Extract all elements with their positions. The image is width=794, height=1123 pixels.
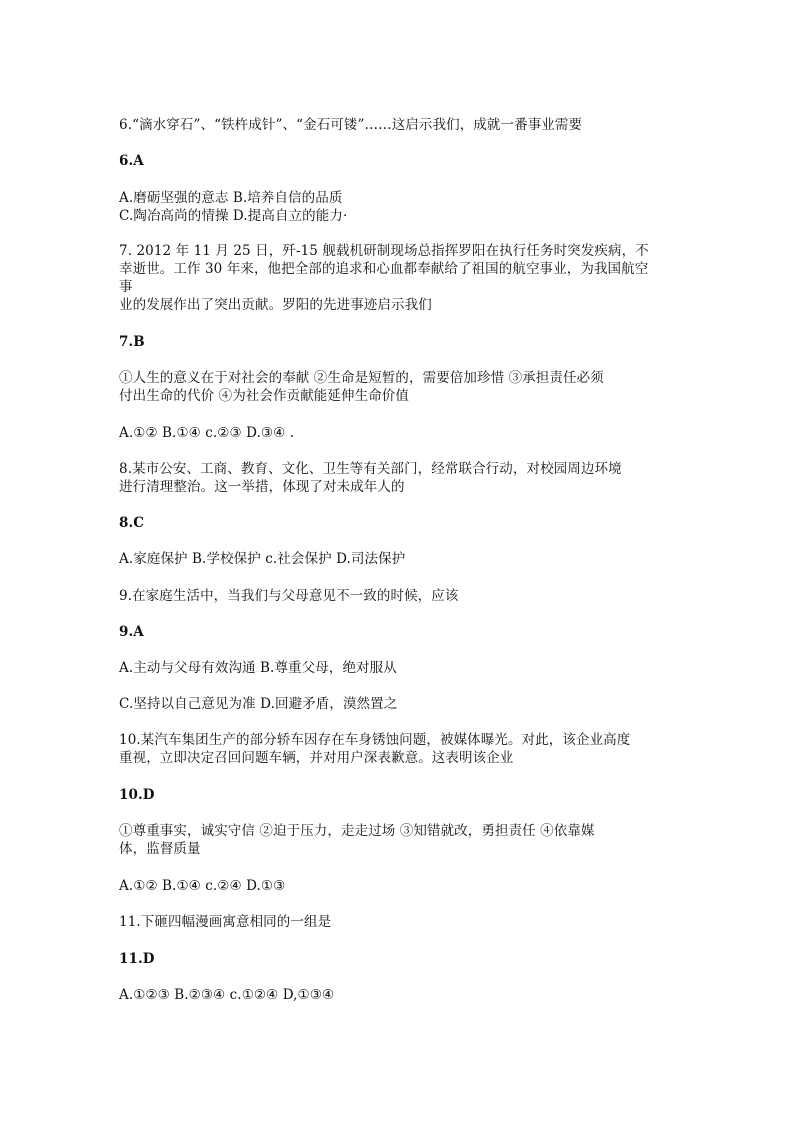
question-7-stem-line-1: 7. 2012 年 11 月 25 日，歼-15 舰载机研制现场总指挥罗阳在执行任务时突发疾病，不: [119, 243, 649, 259]
question-7-stem-line-3: 事: [119, 279, 133, 295]
question-7-options: A.①② B.①④ c.②③ D.③④ .: [119, 425, 295, 441]
question-6-stem: 6.“滴水穿石”、“铁杵成针”、“金石可镂”……这启示我们，成就一番事业需要: [119, 117, 583, 133]
answer-9: 9.A: [119, 624, 144, 640]
question-10-items-line-2: 体，监督质量: [119, 841, 201, 857]
question-6-options-line-2: C.陶冶高尚的情操 D.提高自立的能力·: [119, 208, 348, 224]
answer-10: 10.D: [119, 787, 155, 803]
question-9-options-line-2: C.坚持以自己意见为准 D.回避矛盾，漠然置之: [119, 696, 398, 712]
question-7-stem-line-4: 业的发展作出了突出贡献。罗阳的先进事迹启示我们: [119, 297, 432, 313]
question-10-items-line-1: ①尊重事实，诚实守信 ②迫于压力，走走过场 ③知错就改，勇担责任 ④依靠媒: [119, 823, 595, 839]
answer-6: 6.A: [119, 153, 144, 169]
answer-7: 7.B: [119, 334, 145, 350]
answer-8: 8.C: [119, 515, 145, 531]
question-10-options: A.①② B.①④ c.②④ D.①③: [119, 878, 286, 894]
question-6-options-line-1: A.磨砺坚强的意志 B.培养自信的品质: [119, 190, 343, 206]
question-8-options: A.家庭保护 B.学校保护 c.社会保护 D.司法保护: [119, 551, 406, 567]
question-10-stem-line-2: 重视，立即决定召回问题车辆，并对用户深表歉意。这表明该企业: [119, 750, 514, 766]
question-7-items-line-1: ①人生的意义在于对社会的奉献 ②生命是短暂的，需要倍加珍惜 ③承担责任必须: [119, 370, 604, 386]
question-9-stem: 9.在家庭生活中，当我们与父母意见不一致的时候，应该: [119, 588, 459, 604]
question-9-options-line-1: A.主动与父母有效沟通 B.尊重父母，绝对服从: [119, 660, 397, 676]
question-8-stem-line-1: 8.某市公安、工商、教育、文化、卫生等有关部门，经常联合行动，对校园周边环境: [119, 461, 622, 477]
answer-11: 11.D: [119, 951, 155, 967]
question-11-stem: 11.下砸四幅漫画寓意相同的一组是: [119, 914, 332, 930]
question-11-options: A.①②③ B.②③④ c.①②④ D,①③④: [119, 987, 335, 1003]
question-10-stem-line-1: 10.某汽车集团生产的部分轿车因存在车身锈蚀问题，被媒体曝光。对此，该企业高度: [119, 732, 631, 748]
question-7-items-line-2: 付出生命的代价 ④为社会作贡献能延伸生命价值: [119, 388, 409, 404]
question-7-stem-line-2: 幸逝世。工作 30 年来，他把全部的追求和心血都奉献给了祖国的航空事业，为我国航空: [119, 261, 649, 277]
question-8-stem-line-2: 进行清理整治。这一举措，体现了对未成年人的: [119, 479, 405, 495]
